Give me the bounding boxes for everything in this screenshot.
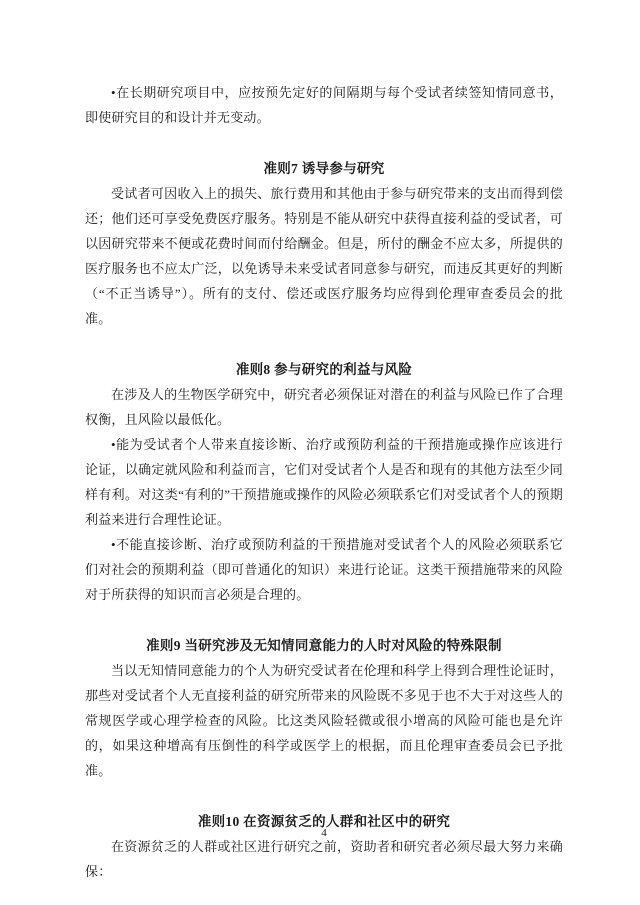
paragraph: 在涉及人的生物医学研究中，研究者必须保证对潜在的利益与风险已作了合理权衡，且风险以最低化。 [85, 387, 563, 427]
paragraph: 在资源贫乏的人群或社区进行研究之前，资助者和研究者必须尽最大努力来确保： [85, 839, 563, 879]
section-continuation-bullet [85, 80, 563, 130]
section-heading: 准则10 在资源贫乏的人群和社区中的研究 [197, 814, 451, 829]
section-guideline-10 [85, 809, 563, 884]
section-guideline-8 [85, 357, 563, 607]
section-guideline-9 [85, 633, 563, 783]
section-heading: 准则8 参与研究的利益与风险 [235, 362, 413, 377]
paragraph: 受试者可因收入上的损失、旅行费用和其他由于参与研究带来的支出而得到偿还；他们还可享受免费医疗服务。特别是不能从研究中获得直接利益的受试者，可以因研究带来不便或花费时间而付给酬金。但是，所付的酬金不应太多，所提供的医疗服务也不应太广泛，以免诱导未来受试者同意参与研究，而违反其更好的判断（“不正当诱导”）。所有的支付、偿还或医疗服务均应得到伦理审查委员会的批准。 [85, 186, 563, 326]
document-content [85, 80, 563, 884]
section-heading: 准则9 当研究涉及无知情同意能力的人时对风险的特殊限制 [146, 638, 502, 653]
paragraph: 当以无知情同意能力的个人为研究受试者在伦理和科学上得到合理性论证时，那些对受试者个人无直接利益的研究所带来的风险既不多见于也不大于对这些人的常规医学或心理学检查的风险。比这类风险轻微或很小增高的风险可能也是允许的，如果这种增高有压倒性的科学或医学上的根据，而且伦理审查委员会已予批准。 [85, 663, 563, 778]
bullet-paragraph: •能为受试者个人带来直接诊断、治疗或预防利益的干预措施或操作应该进行论证，以确定就风险和利益而言，它们对受试者个人是否和现有的其他方法至少同样有利。对这类“有利的”干预措施或操作的风险必须联系它们对受试者个人的预期利益来进行合理性论证。 [85, 437, 563, 527]
section-guideline-7 [85, 156, 563, 331]
section-heading: 准则7 诱导参与研究 [263, 161, 385, 176]
page-number: 4 [321, 827, 327, 839]
bullet-paragraph: •在长期研究项目中，应按预先定好的间隔期与每个受试者续签知情同意书，即使研究目的和设计并无变动。 [85, 85, 563, 125]
bullet-paragraph: •不能直接诊断、治疗或预防利益的干预措施对受试者个人的风险必须联系它们对社会的预期利益（即可普通化的知识）来进行论证。这类干预措施带来的风险对于所获得的知识而言必须是合理的。 [85, 537, 563, 602]
